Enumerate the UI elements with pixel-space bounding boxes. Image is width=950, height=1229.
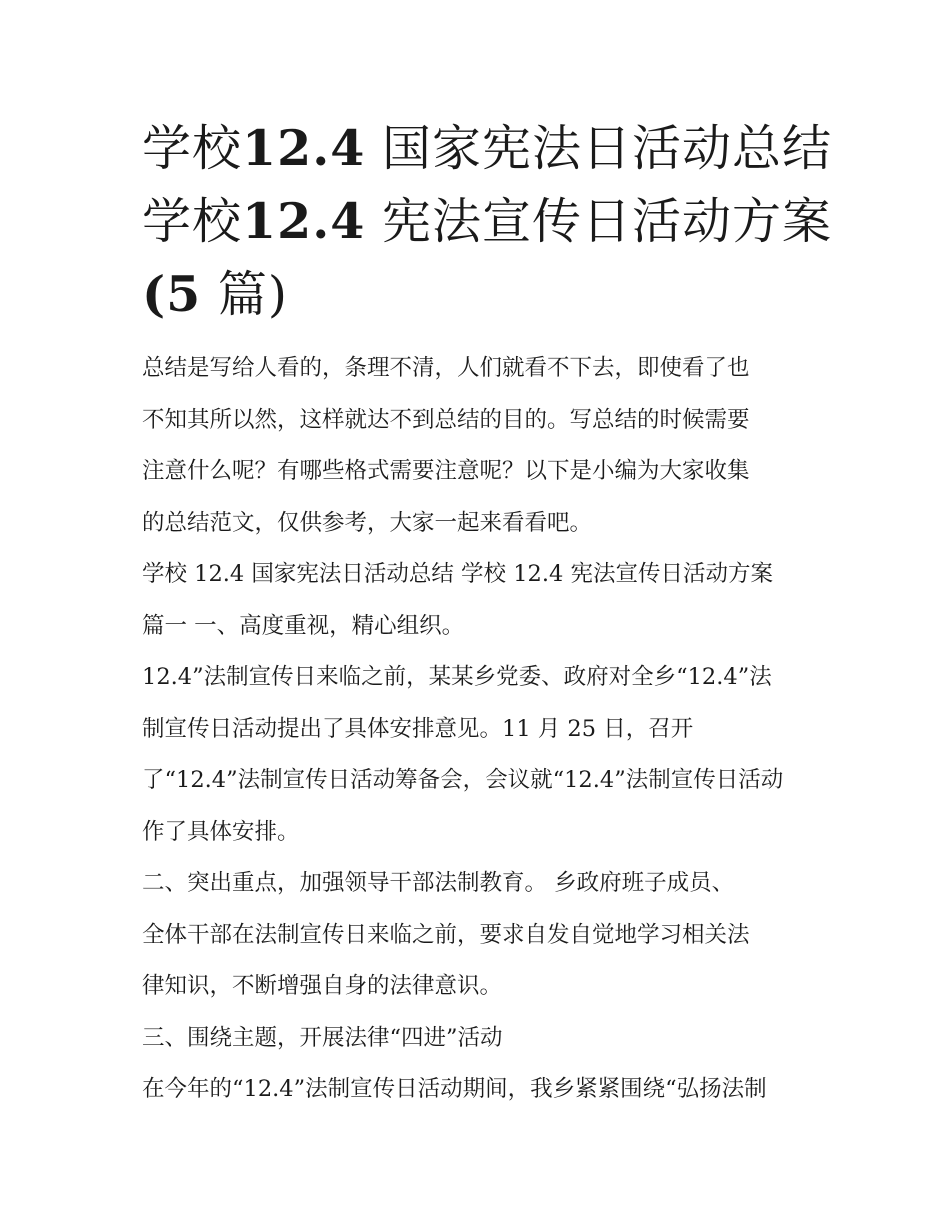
body-paragraph: 三、围绕主题，开展法律“四进”活动 [142, 1024, 503, 1051]
document-page [142, 112, 832, 1116]
section-heading-paragraph: 学校 12.4 国家宪法日活动总结 学校 12.4 宪法宣传日活动方案 篇一 一、高度重视，精心组织。 [142, 561, 773, 639]
intro-paragraph: 总结是写给人看的，条理不清，人们就看不下去，即使看了也 不知其所以然，这样就达不到总结的目的。写总结的时候需要 注意什么呢？有哪些格式需要注意呢？以下是小编为大家收集 的总结范文，仅供参考，大家一起来看看吧。 [142, 355, 750, 536]
title-line: (5 篇) [142, 265, 288, 323]
title-line: 学校12.4 国家宪法日活动总结 [142, 119, 832, 177]
document-body [142, 343, 814, 1116]
body-paragraph: 二、突出重点，加强领导干部法制教育。 乡政府班子成员、 全体干部在法制宣传日来临之前，要求自发自觉地学习相关法 律知识，不断增强自身的法律意识。 [142, 870, 750, 999]
body-paragraph: 在今年的“12.4”法制宣传日活动期间，我乡紧紧围绕“弘扬法制 [142, 1076, 767, 1102]
title-line: 学校12.4 宪法宣传日活动方案 [142, 192, 832, 250]
body-paragraph: 12.4”法制宣传日来临之前，某某乡党委、政府对全乡“12.4”法 制宣传日活动提出了具体安排意见。11 月 25 日，召开 了“12.4”法制宣传日活动筹备会，会议就“12.4”法制宣传日活动 作了具体安排。 [142, 664, 784, 845]
document-title [142, 112, 832, 331]
